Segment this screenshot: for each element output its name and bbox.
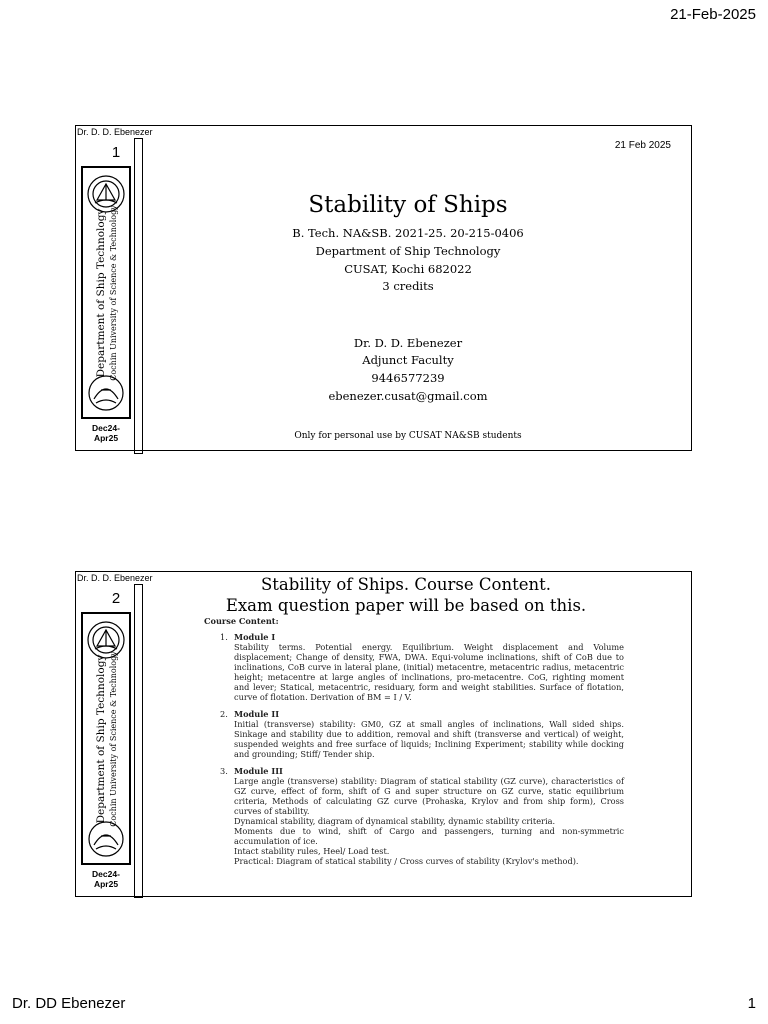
module-extra-line: Dynamical stability, diagram of dynamical stability, dynamic stability criteria. — [234, 816, 556, 826]
module-extra-line: Intact stability rules, Heel/ Load test. — [234, 846, 390, 856]
slide-number: 1 — [111, 144, 121, 161]
department-line: Department of Ship Technology — [315, 244, 501, 258]
module-item — [204, 709, 624, 759]
term-dates-line2: Apr25 — [93, 879, 119, 889]
slide-author-tag: Dr. D. D. Ebenezer — [77, 127, 153, 137]
module-body: Large angle (transverse) stability: Diagram of statical stability (GZ curve), characteristics of GZ curve, effect of form, shift of G and super structure on GZ curve, static equilibrium criteria, Methods of calculating GZ curve (Prohaska, Krylov and from ship form), Cross curves of stability. — [234, 776, 624, 816]
slide-title — [186, 574, 626, 616]
department-banner — [81, 612, 131, 865]
module-number: 1. — [220, 632, 228, 642]
module-title: Module I — [234, 632, 276, 642]
course-content — [204, 616, 624, 866]
module-title: Module III — [234, 766, 283, 776]
side-bar — [134, 138, 143, 454]
instructor-name: Dr. D. D. Ebenezer — [353, 336, 463, 350]
module-body: Initial (transverse) stability: GM0, GZ at small angles of inclinations, Wall sided ships. Sinkage and stability due to addition, removal and shift (transverse and vertical) of weight, suspended weights and free surface of liquids; Inclining Experiment; stability while docking and grounding; Stiff/ Tender ship. — [234, 719, 624, 759]
term-dates-line1: Dec24- — [92, 869, 120, 879]
slide-2 — [75, 571, 692, 897]
course-content-heading: Course Content: — [204, 616, 279, 626]
term-dates — [81, 423, 131, 443]
slide-1 — [75, 125, 692, 451]
module-number: 3. — [220, 766, 228, 776]
dept-name-line2: Cochin University of Science & Technology — [109, 651, 118, 827]
module-title: Module II — [234, 709, 280, 719]
term-dates — [81, 869, 131, 889]
module-extra-line: Moments due to wind, shift of Cargo and passengers, turning and non-symmetric accumulation of ice. — [234, 826, 624, 846]
instructor-phone: 9446577239 — [371, 371, 445, 385]
term-dates-line2: Apr25 — [93, 433, 119, 443]
credits-line: 3 credits — [382, 279, 434, 293]
side-bar — [134, 584, 143, 898]
module-extra-line: Practical: Diagram of statical stability / Cross curves of stability (Krylov's method). — [234, 856, 579, 866]
module-item — [204, 766, 624, 866]
address-line: CUSAT, Kochi 682022 — [344, 262, 472, 276]
dept-name-line1: Department of Ship Technology — [95, 654, 107, 824]
slide-author-tag: Dr. D. D. Ebenezer — [77, 573, 153, 583]
header-date: 21-Feb-2025 — [670, 6, 756, 23]
slide-title-line1: Stability of Ships. Course Content. — [260, 575, 551, 594]
slide-date: 21 Feb 2025 — [614, 140, 671, 151]
instructor-title: Adjunct Faculty — [362, 353, 454, 367]
university-seal-icon — [83, 168, 129, 417]
dept-name-line2: Cochin University of Science & Technology — [109, 205, 118, 381]
course-code-line: B. Tech. NA&SB. 2021-25. 20-215-0406 — [292, 226, 524, 240]
footer-page-number: 1 — [747, 995, 756, 1012]
footer-author: Dr. DD Ebenezer — [12, 995, 126, 1012]
usage-note: Only for personal use by CUSAT NA&SB students — [294, 431, 522, 441]
dept-name-line1: Department of Ship Technology — [95, 208, 107, 378]
department-banner — [81, 166, 131, 419]
module-body: Stability terms. Potential energy. Equilibrium. Weight displacement and Volume displacement; Change of density, FWA, DWA. Equi-volume inclinations, shift of CoB due to inclinations, CoB curve in lateral plane, (initial) metacentre, metacentric radius, metacentric height; metacentre at large angles of inclinations, pro-metacentre. CoG, righting moment and lever; Statical, metacentric, residuary, form and weight stabilities. Surface of flotation, curve of flotation. Derivation of BM = I / V. — [234, 642, 624, 702]
instructor-email: ebenezer.cusat@gmail.com — [328, 389, 488, 403]
slide-title: Stability of Ships — [308, 192, 508, 218]
slide-number: 2 — [111, 590, 121, 607]
term-dates-line1: Dec24- — [92, 423, 120, 433]
module-number: 2. — [220, 709, 228, 719]
slide-title-line2: Exam question paper will be based on this. — [225, 596, 587, 615]
module-item — [204, 632, 624, 702]
university-seal-icon — [83, 614, 129, 863]
